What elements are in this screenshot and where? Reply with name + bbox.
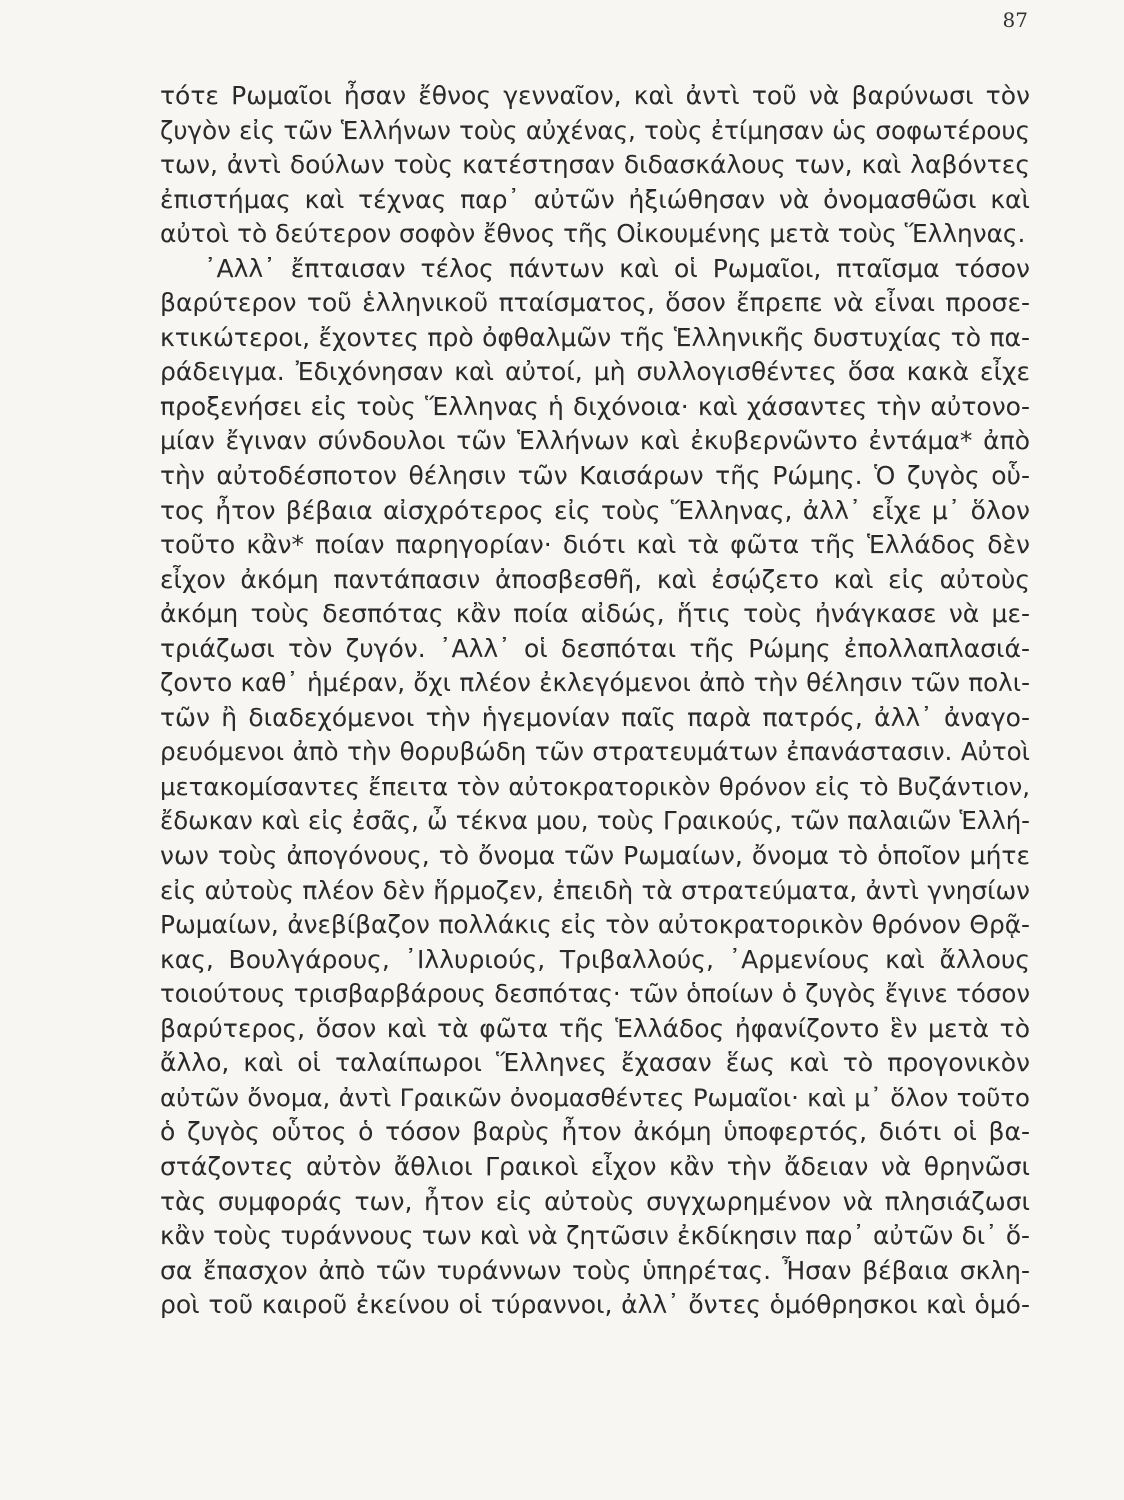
text-line: ὁ ζυγὸς οὗτος ὁ τόσον βαρὺς ἦτον ἀκόμη ὑποφερτός, διότι οἱ βα-: [160, 1117, 1030, 1147]
text-line: Ρωμαίων, ἀνεβίβαζον πολλάκις εἰς τὸν αὐτοκρατορικὸν θρόνον Θρᾷ-: [160, 910, 1030, 940]
text-line: κας, Βουλγάρους, ᾽Ιλλυριούς, Τριβαλλούς, ᾽Αρμενίους καὶ ἄλλους: [160, 944, 1030, 974]
text-line: τὴν αὐτοδέσποτον θέλησιν τῶν Καισάρων τῆς Ρώμης. Ὁ ζυγὸς οὗ-: [160, 461, 1030, 491]
text-line: ράδειγμα. Ἐδιχόνησαν καὶ αὐτοί, μὴ συλλογισθέντες ὅσα κακὰ εἶχε: [160, 357, 1030, 387]
text-line: ροὶ τοῦ καιροῦ ἐκείνου οἱ τύραννοι, ἀλλ᾽ ὄντες ὁμόθρησκοι καὶ ὁμό-: [160, 1290, 1030, 1320]
text-line: ἄλλο, καὶ οἱ ταλαίπωροι Ἕλληνες ἔχασαν ἕως καὶ τὸ προγονικὸν: [160, 1048, 1030, 1078]
text-line: τῶν ἢ διαδεχόμενοι τὴν ἡγεμονίαν παῖς παρὰ πατρός, ἀλλ᾽ ἀναγο-: [160, 702, 1030, 732]
text-line: τότε Ρωμαῖοι ἦσαν ἔθνος γενναῖον, καὶ ἀντὶ τοῦ νὰ βαρύνωσι τὸν: [160, 81, 1030, 110]
text-line: ζοντο καθ᾽ ἡμέραν, ὄχι πλέον ἐκλεγόμενοι ἀπὸ τὴν θέλησιν τῶν πολι-: [160, 668, 1030, 698]
text-line: σα ἔπασχον ἀπὸ τῶν τυράννων τοὺς ὑπηρέτας. Ἦσαν βέβαια σκλη-: [160, 1255, 1030, 1285]
text-line: κτικώτεροι, ἔχοντες πρὸ ὀφθαλμῶν τῆς Ἑλληνικῆς δυστυχίας τὸ πα-: [160, 322, 1030, 352]
text-line: των, ἀντὶ δούλων τοὺς κατέστησαν διδασκάλους των, καὶ λαβόντες: [160, 150, 1030, 180]
text-line: ρευόμενοι ἀπὸ τὴν θορυβώδη τῶν στρατευμάτων ἐπανάστασιν. Αὐτοὶ: [160, 737, 1030, 767]
text-line: αὐτοὶ τὸ δεύτερον σοφὸν ἔθνος τῆς Οἰκουμένης μετὰ τοὺς Ἕλληνας.: [160, 219, 1026, 249]
text-line: τοιούτους τρισβαρβάρους δεσπότας· τῶν ὁποίων ὁ ζυγὸς ἔγινε τόσον: [160, 979, 1030, 1009]
text-line: τος ἦτον βέβαια αἰσχρότερος εἰς τοὺς Ἕλληνας, ἀλλ᾽ εἶχε μ᾽ ὅλον: [160, 495, 1030, 525]
text-line: βαρύτερος, ὅσον καὶ τὰ φῶτα τῆς Ἑλλάδος ἠφανίζοντο ἓν μετὰ τὸ: [160, 1013, 1030, 1043]
text-line: εἰς αὐτοὺς πλέον δὲν ἥρμοζεν, ἐπειδὴ τὰ στρατεύματα, ἀντὶ γνησίων: [160, 875, 1030, 905]
text-line: ἐπιστήμας καὶ τέχνας παρ᾽ αὐτῶν ἠξιώθησαν νὰ ὀνομασθῶσι καὶ: [160, 184, 1030, 214]
text-line: ἔδωκαν καὶ εἰς ἐσᾶς, ὦ τέκνα μου, τοὺς Γραικούς, τῶν παλαιῶν Ἑλλή-: [160, 806, 1030, 836]
text-line: [160, 1357, 1030, 1392]
text-line: κἂν τοὺς τυράννους των καὶ νὰ ζητῶσιν ἐκδίκησιν παρ᾽ αὐτῶν δι᾽ ὅ-: [160, 1221, 1030, 1251]
body-text: [160, 79, 1030, 1392]
text-line: ἀκόμη τοὺς δεσπότας κἂν ποία αἰδώς, ἥτις τοὺς ἠνάγκασε νὰ με-: [160, 599, 1030, 629]
text-line: νων τοὺς ἀπογόνους, τὸ ὄνομα τῶν Ρωμαίων, ὄνομα τὸ ὁποῖον μήτε: [160, 841, 1030, 871]
text-line: ζυγὸν εἰς τῶν Ἑλλήνων τοὺς αὐχένας, τοὺς ἐτίμησαν ὡς σοφωτέρους: [160, 115, 1030, 145]
text-line: βαρύτερον τοῦ ἑλληνικοῦ πταίσματος, ὅσον ἔπρεπε νὰ εἶναι προσε-: [160, 288, 1030, 318]
text-line: [160, 1323, 1030, 1358]
text-line: προξενήσει εἰς τοὺς Ἕλληνας ἡ διχόνοια· καὶ χάσαντες τὴν αὐτονο-: [160, 391, 1030, 421]
text-line: μετακομίσαντες ἔπειτα τὸν αὐτοκρατορικὸν θρόνον εἰς τὸ Βυζάντιον,: [160, 771, 1030, 801]
page-number: 87: [1002, 8, 1028, 32]
text-line: τριάζωσι τὸν ζυγόν. ᾽Αλλ᾽ οἱ δεσπόται τῆς Ρώμης ἐπολλαπλασιά-: [160, 633, 1030, 663]
paragraph-first-line: ᾽Αλλ᾽ ἔπταισαν τέλος πάντων καὶ οἱ Ρωμαῖοι, πταῖσμα τόσον: [204, 253, 1030, 283]
text-line: τοῦτο κἂν* ποίαν παρηγορίαν· διότι καὶ τὰ φῶτα τῆς Ἑλλάδος δὲν: [160, 530, 1030, 560]
text-line: στάζοντες αὐτὸν ἄθλιοι Γραικοὶ εἶχον κἂν τὴν ἄδειαν νὰ θρηνῶσι: [160, 1151, 1030, 1181]
text-line: τὰς συμφοράς των, ἦτον εἰς αὐτοὺς συγχωρημένον νὰ πλησιάζωσι: [160, 1186, 1030, 1216]
text-line: εἶχον ἀκόμη παντάπασιν ἀποσβεσθῆ, καὶ ἐσῴζετο καὶ εἰς αὐτοὺς: [160, 564, 1030, 594]
text-line: αὐτῶν ὄνομα, ἀντὶ Γραικῶν ὀνομασθέντες Ρωμαῖοι· καὶ μ᾽ ὅλον τοῦτο: [160, 1082, 1030, 1112]
text-line: μίαν ἔγιναν σύνδουλοι τῶν Ἑλλήνων καὶ ἐκυβερνῶντο ἐντάμα* ἀπὸ: [160, 426, 1030, 456]
